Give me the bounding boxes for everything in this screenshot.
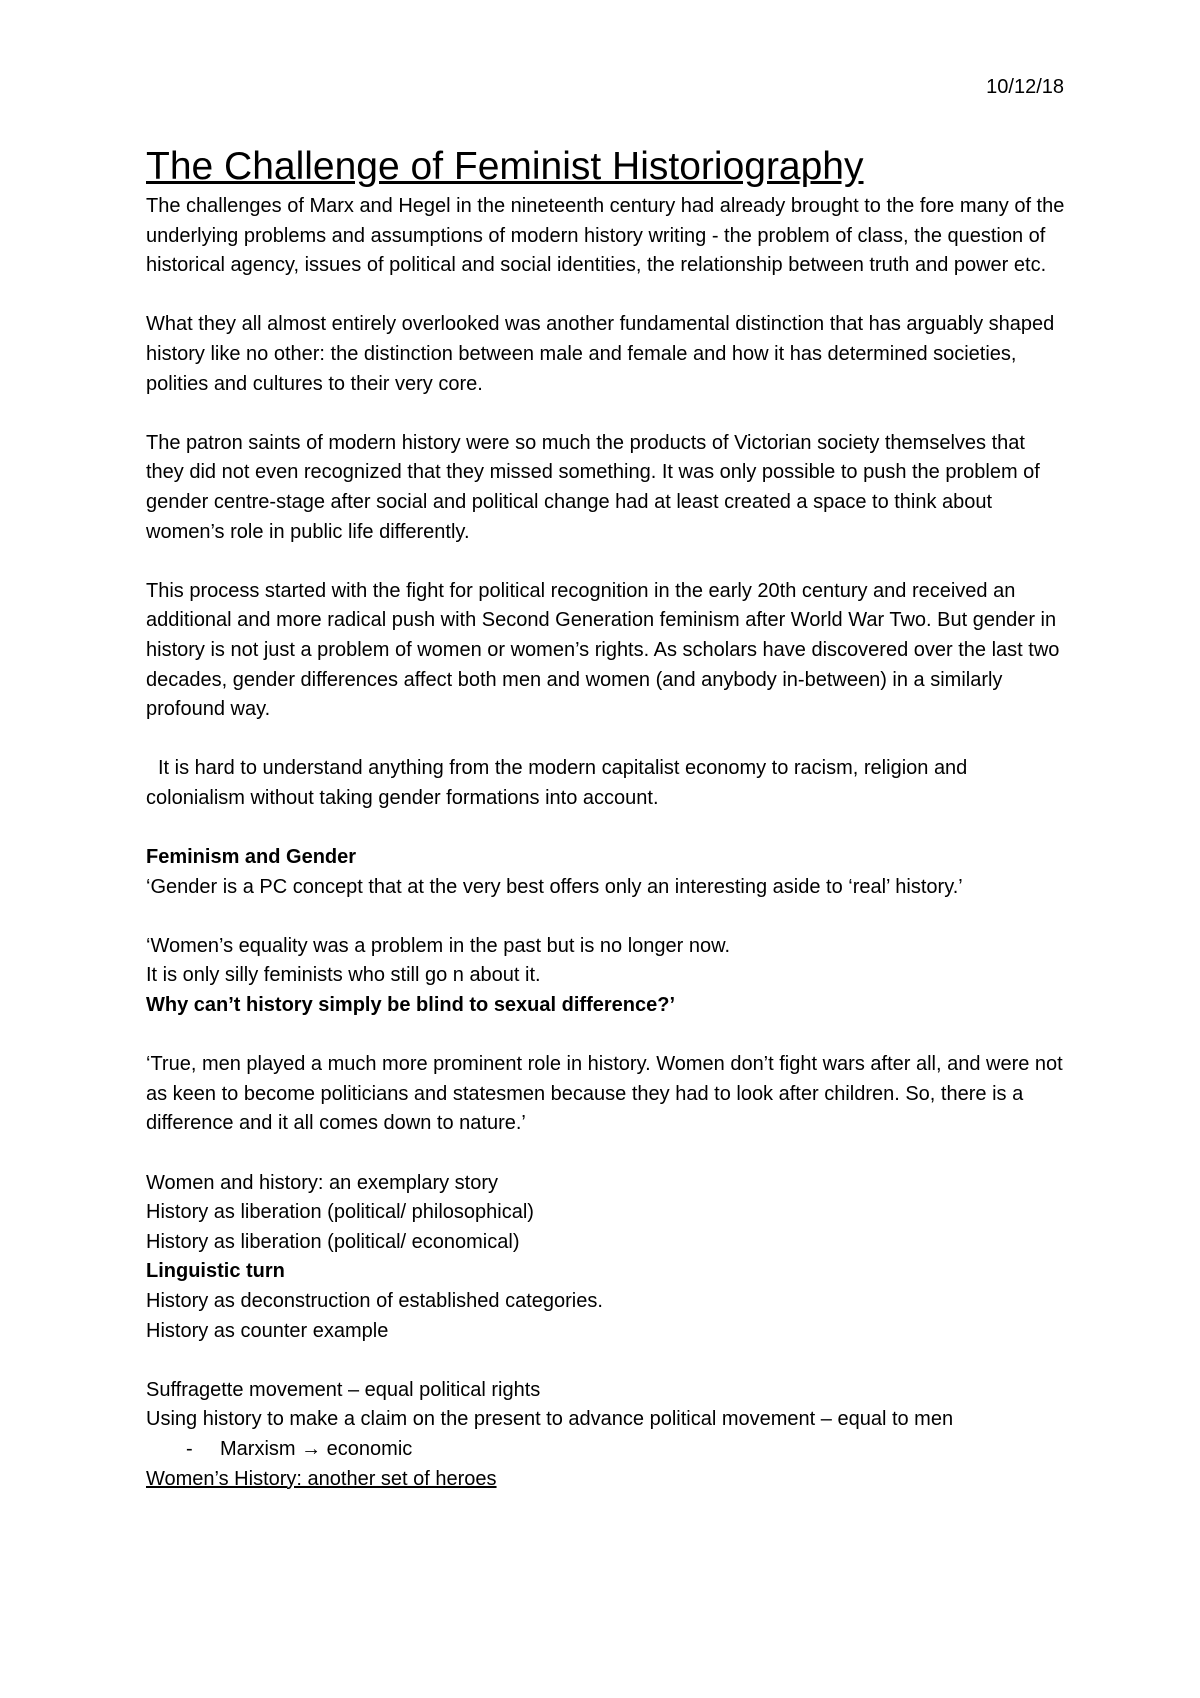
bullet-marxism [146, 1435, 1066, 1465]
bullet-text: Marxism → economic [220, 1437, 413, 1460]
paragraph-2: What they all almost entirely overlooked was another fundamental distinction that has arguably shaped history like no other: the distinction between male and female and how it has determined societies, polities and cultures to their very core. [146, 313, 1055, 395]
list-item: History as counter example [146, 1319, 389, 1342]
paragraph-5: It is hard to understand anything from the modern capitalist economy to racism, religion and colonialism without taking gender formations into account. [146, 757, 968, 809]
quote-equality-line-3: Why can’t history simply be blind to sexual difference?’ [146, 994, 675, 1017]
section-heading-feminism-gender: Feminism and Gender [146, 846, 357, 869]
list-item: History as deconstruction of established categories. [146, 1289, 603, 1312]
subheading-womens-history: Women’s History: another set of heroes [146, 1467, 497, 1490]
paragraph-1: The challenges of Marx and Hegel in the nineteenth century had already brought to the fore many of the underlying problems and assumptions of modern history writing - the problem of class, the question of historical agency, issues of political and social identities, the relationship between truth and power etc. [146, 195, 1065, 277]
paragraph-3: The patron saints of modern history were so much the products of Victorian society themselves that they did not even recognized that they missed something. It was only possible to push the problem of gender centre-stage after social and political change had at least created a space to think about women’s role in public life differently. [146, 431, 1040, 543]
using-history-line: Using history to make a claim on the present to advance political movement – equal to men [146, 1408, 954, 1431]
dash-marker: - [186, 1437, 193, 1460]
document-body [146, 142, 1066, 1494]
quote-gender-pc: ‘Gender is a PC concept that at the very best offers only an interesting aside to ‘real’ history.’ [146, 875, 963, 898]
list-item-linguistic-turn: Linguistic turn [146, 1260, 285, 1283]
quote-men-prominent: ‘True, men played a much more prominent role in history. Women don’t fight wars after all, and were not as keen to become politicians and statesmen because they had to look after children. So, there is a difference and it all comes down to nature.’ [146, 1053, 1063, 1135]
quote-equality-line-2: It is only silly feminists who still go n about it. [146, 964, 541, 987]
list-item: History as liberation (political/ economical) [146, 1230, 520, 1253]
document-title: The Challenge of Feminist Historiography [146, 145, 864, 188]
quote-equality-line-1: ‘Women’s equality was a problem in the past but is no longer now. [146, 934, 731, 957]
document-date: 10/12/18 [986, 76, 1064, 98]
paragraph-4: This process started with the fight for political recognition in the early 20th century and received an additional and more radical push with Second Generation feminism after World War Two. But gender in history is not just a problem of women or women’s rights. As scholars have discovered over the last two decades, gender differences affect both men and women (and anybody in-between) in a similarly profound way. [146, 579, 1060, 721]
suffragette-line: Suffragette movement – equal political rights [146, 1378, 541, 1401]
list-item: History as liberation (political/ philosophical) [146, 1201, 534, 1224]
list-item: Women and history: an exemplary story [146, 1171, 499, 1194]
